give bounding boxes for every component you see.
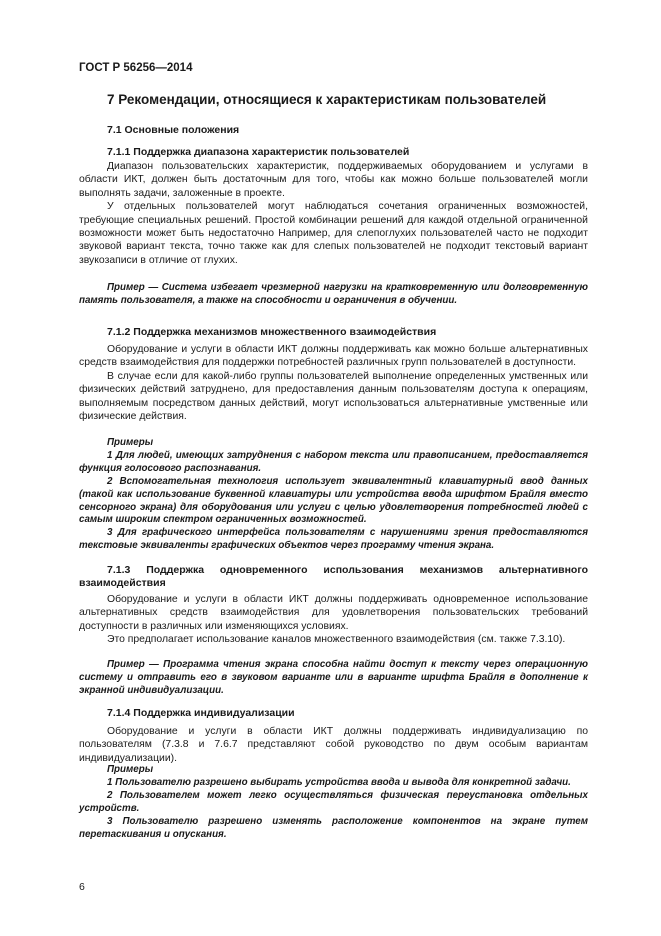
paragraph: Диапазон пользовательских характеристик, поддерживаемых оборудованием и услугами в области ИКТ, должен быть достаточным для того, чтобы как можно больше пользователей могли выполнять задачи, заложенные в проекте. — [79, 161, 588, 199]
example-item: 1 Для людей, имеющих затруднения с набором текста или правописанием, предоставляется функция голосового распознавания. — [79, 449, 588, 474]
paragraph: Это предполагает использование каналов множественного взаимодействия (см. также 7.3.10). — [107, 634, 566, 646]
section-7-1-2-body — [79, 343, 588, 423]
examples-heading: Примеры — [107, 437, 154, 448]
section-7-1-1-body — [79, 160, 588, 267]
section-7-1-4-body — [79, 725, 588, 765]
section-7-1-title: 7.1 Основные положения — [107, 124, 240, 136]
document-header: ГОСТ Р 56256—2014 — [79, 62, 193, 74]
example-item: 2 Пользователем может легко осуществляться физическая переустановка отдельных устройств. — [79, 789, 588, 814]
paragraph: Оборудование и услуги в области ИКТ должны поддерживать как можно больше альтернативных средств взаимодействия для поддержки потребностей различных групп пользователей в доступности. — [79, 344, 588, 369]
section-7-1-1-example — [79, 282, 588, 308]
paragraph: Оборудование и услуги в области ИКТ должны поддерживать индивидуализацию по пользователям (7.3.8 и 7.6.7 представляют собой руководство по двум особым вариантам индивидуализации). — [79, 726, 588, 764]
section-7-1-2-examples — [79, 437, 588, 553]
example-item: 1 Пользователю разрешено выбирать устройства ввода и вывода для конкретной задачи. — [107, 776, 571, 788]
section-7-1-3-title: 7.1.3 Поддержка одновременного использования механизмов альтернативного взаимодействия — [79, 564, 588, 590]
section-7-1-3-body — [79, 593, 588, 647]
section-7-1-4-examples — [79, 764, 588, 841]
example-item: 3 Для графического интерфейса пользователям с нарушениями зрения предоставляются текстовые эквиваленты графических объектов через программу чтения экрана. — [79, 527, 588, 552]
example-text: Пример — Программа чтения экрана способна найти доступ к тексту через операционную систему и отправить его в звуковом варианте или в варианте шрифта Брайля в дополнение к экранной индивидуализации. — [79, 659, 588, 696]
section-7-1-2-title: 7.1.2 Поддержка механизмов множественного взаимодействия — [107, 326, 437, 338]
examples-heading: Примеры — [107, 764, 154, 775]
example-text: Пример — Система избегает чрезмерной нагрузки на кратковременную или долговременную память пользователя, а также на способности и ограничения в обучении. — [79, 282, 588, 306]
section-7-1-1-title: 7.1.1 Поддержка диапазона характеристик пользователей — [107, 146, 410, 158]
example-item: 2 Вспомогательная технология использует эквивалентный клавиатурный ввод данных (такой как использование буквенной клавиатуры или устройства ввода шрифтом Брайля вместо сенсорного экрана) для оборудования или услуги с целью удовлетворения потребностей людей с самым широким спектром ограниченных возможностей. — [79, 475, 588, 526]
paragraph: Оборудование и услуги в области ИКТ должны поддерживать одновременное использование альтернативных средств взаимодействия для удовлетворения пользовательских требований доступности в различных или изменяющихся условиях. — [79, 594, 588, 632]
section-7-1-4-title: 7.1.4 Поддержка индивидуализации — [107, 707, 295, 719]
page-number: 6 — [79, 881, 85, 893]
section-7-1-3-example — [79, 659, 588, 698]
section-7-title: 7 Рекомендации, относящиеся к характеристикам пользователей — [107, 92, 547, 107]
example-item: 3 Пользователю разрешено изменять расположение компонентов на экране путем перетаскивания и опускания. — [79, 815, 588, 840]
paragraph: У отдельных пользователей могут наблюдаться сочетания ограниченных возможностей, требующие специальных решений. Простой комбинации решений для каждой отдельной ограниченной возможности может быть недостаточно Например, для слепоглухих пользователей часто не подходит звуковой вариант текста, точно также как для слепых пользователей не подходит текстовый вариант звукозаписи в отличие от глухих. — [79, 201, 588, 266]
paragraph: В случае если для какой-либо группы пользователей выполнение определенных умственных или физических действий затруднено, для предоставления данным пользователям доступа к операциям, выполняемым посредством данных действий, могут использоваться альтернативные умственные или физические действия. — [79, 370, 588, 423]
